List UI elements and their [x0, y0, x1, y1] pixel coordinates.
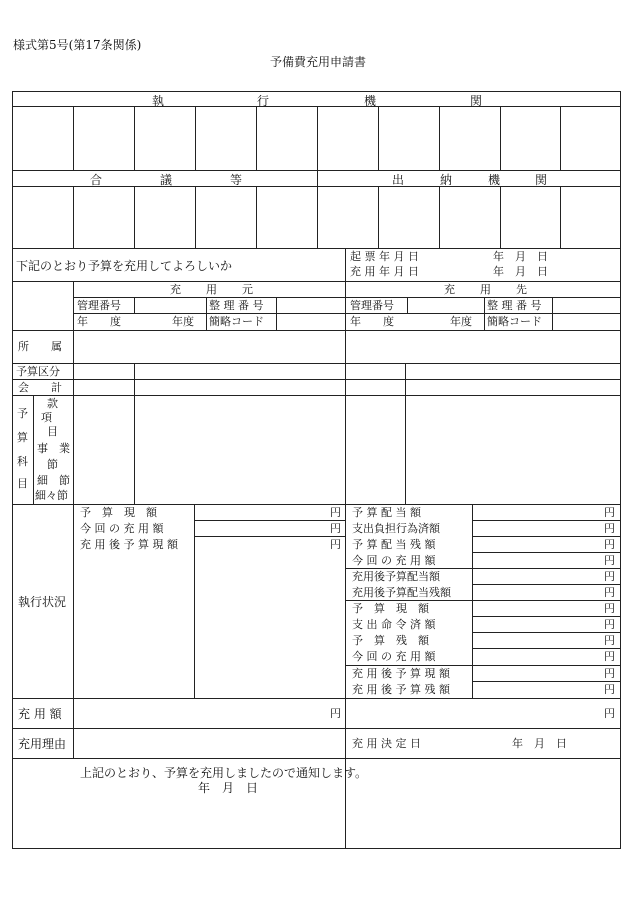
- left-yen-1: 円: [330, 506, 341, 519]
- kamoku-char-2: 算: [17, 431, 28, 444]
- left-status-3: 充 用 後 予 算 現 額: [80, 538, 178, 551]
- right-yen-10: 円: [604, 650, 615, 663]
- right-status-12: 充 用 後 予 算 残 額: [352, 683, 450, 696]
- dest-abbr-code-label: 簡略コード: [487, 315, 542, 328]
- source-seiri-no-label: 整 理 番 号: [209, 299, 264, 312]
- right-status-6: 充用後予算配当残額: [352, 586, 451, 599]
- dest-nendo-label: 年 度: [350, 315, 394, 328]
- exec-header-4: 関: [470, 94, 483, 108]
- treasury-header-4: 関: [535, 173, 548, 187]
- reason-label: 充用理由: [18, 737, 67, 751]
- council-header-3: 等: [230, 173, 243, 187]
- left-yen-2: 円: [330, 522, 341, 535]
- treasury-header-3: 機: [488, 173, 501, 187]
- notice-text: 上記のとおり、予算を充用しましたので通知します。: [80, 766, 368, 780]
- right-yen-2: 円: [604, 522, 615, 535]
- left-status-1: 予 算 現 額: [80, 506, 157, 519]
- exec-status-label: 執行状況: [18, 595, 67, 609]
- kamoku-item-kou: 項: [41, 411, 52, 424]
- source-header-2: 用: [206, 283, 217, 296]
- kamoku-item-jigyo: 事 業: [37, 442, 70, 455]
- council-header-1: 合: [90, 173, 103, 187]
- right-status-10: 今 回 の 充 用 額: [352, 650, 436, 663]
- right-status-5: 充用後予算配当額: [352, 570, 440, 583]
- decision-label: 充 用 決 定 日: [352, 737, 421, 750]
- kamoku-char-1: 予: [17, 407, 28, 420]
- shozoku-label: 所 属: [18, 340, 62, 353]
- right-status-1: 予 算 配 当 額: [352, 506, 421, 519]
- left-status-2: 今 回 の 充 用 額: [80, 522, 164, 535]
- right-status-7: 予 算 現 額: [352, 602, 429, 615]
- budget-class-label: 予算区分: [16, 365, 60, 378]
- source-header-3: 元: [242, 283, 253, 296]
- exec-header-1: 執: [152, 94, 165, 108]
- right-yen-9: 円: [604, 634, 615, 647]
- treasury-header-1: 出: [392, 173, 405, 187]
- source-nendo-label: 年 度: [77, 315, 121, 328]
- right-status-2: 支出負担行為済額: [352, 522, 440, 535]
- right-status-4: 今 回 の 充 用 額: [352, 554, 436, 567]
- left-yen-3: 円: [330, 538, 341, 551]
- dest-mgmt-no-label: 管理番号: [350, 299, 394, 312]
- right-yen-7: 円: [604, 602, 615, 615]
- request-text: 下記のとおり予算を充用してよろしいか: [16, 259, 233, 273]
- source-abbr-code-label: 簡略コード: [209, 315, 264, 328]
- amount-yen-left: 円: [330, 707, 341, 720]
- draft-date-ymd: 年 月 日: [493, 250, 548, 263]
- amount-label: 充 用 額: [18, 707, 62, 721]
- kamoku-char-4: 目: [17, 477, 28, 490]
- kamoku-item-saisetsu: 細 節: [37, 474, 70, 487]
- dest-header-2: 用: [480, 283, 491, 296]
- source-header-1: 充: [170, 283, 181, 296]
- decision-ymd: 年 月 日: [512, 737, 567, 750]
- notice-ymd: 年 月 日: [198, 781, 259, 795]
- form-number: 様式第5号(第17条関係): [13, 38, 142, 52]
- treasury-header-2: 納: [440, 173, 453, 187]
- right-status-3: 予 算 配 当 残 額: [352, 538, 436, 551]
- exec-header-2: 行: [257, 94, 270, 108]
- kamoku-item-moku: 目: [47, 425, 58, 438]
- right-status-9: 予 算 残 額: [352, 634, 429, 647]
- dest-nendo-unit: 年度: [450, 315, 472, 328]
- council-header-2: 議: [160, 173, 173, 187]
- account-label: 会 計: [18, 381, 62, 394]
- dest-header-3: 先: [516, 283, 527, 296]
- kamoku-item-saisaisetsu: 細々節: [35, 489, 68, 502]
- amount-yen-right: 円: [604, 707, 615, 720]
- exec-header-3: 機: [364, 94, 377, 108]
- right-yen-4: 円: [604, 554, 615, 567]
- kamoku-char-3: 科: [17, 455, 28, 468]
- draft-date-label: 起 票 年 月 日: [350, 250, 419, 263]
- dest-seiri-no-label: 整 理 番 号: [487, 299, 542, 312]
- kamoku-item-setsu: 節: [47, 458, 58, 471]
- dest-header-1: 充: [444, 283, 455, 296]
- right-yen-5: 円: [604, 570, 615, 583]
- right-yen-11: 円: [604, 667, 615, 680]
- right-yen-6: 円: [604, 586, 615, 599]
- kamoku-item-kan: 款: [47, 397, 58, 410]
- source-nendo-unit: 年度: [172, 315, 194, 328]
- right-status-8: 支 出 命 令 済 額: [352, 618, 436, 631]
- use-date-ymd: 年 月 日: [493, 265, 548, 278]
- use-date-label: 充 用 年 月 日: [350, 265, 419, 278]
- right-status-11: 充 用 後 予 算 現 額: [352, 667, 450, 680]
- right-yen-3: 円: [604, 538, 615, 551]
- right-yen-8: 円: [604, 618, 615, 631]
- right-yen-12: 円: [604, 683, 615, 696]
- page-title: 予備費充用申請書: [270, 55, 367, 69]
- right-yen-1: 円: [604, 506, 615, 519]
- source-mgmt-no-label: 管理番号: [77, 299, 121, 312]
